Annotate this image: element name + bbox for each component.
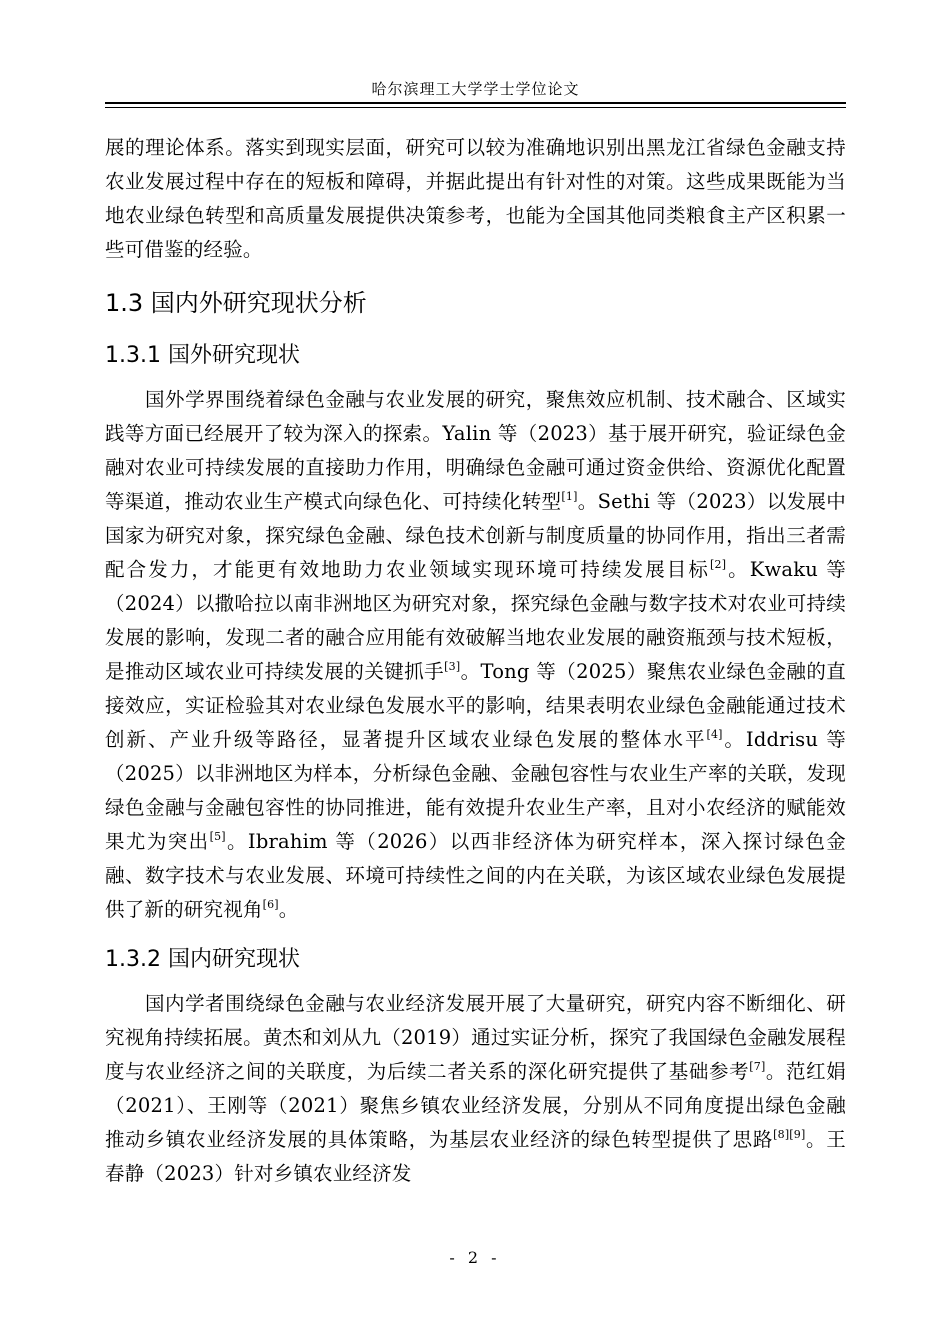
- citation-ref: [8][9]: [773, 1128, 806, 1141]
- paragraph-continued: 展的理论体系。落实到现实层面，研究可以较为准确地识别出黑龙江省绿色金融支持农业发展过程中存在的短板和障碍，并据此提出有针对性的对策。这些成果既能为当地农业绿色转型和高质量发展提供决策参考，也能为全国其他同类粮食主产区积累一些可借鉴的经验。: [105, 136, 846, 261]
- text-run: 。Kwaku 等（2024）以撒哈拉以南非洲地区为研究对象，探究绿色金融与数字技术对农业可持续发展的影响，发现二者的融合应用能有效破解当地农业发展的融资瓶颈与技术短板，是推动区域农业可持续发展的关键抓手: [105, 558, 847, 683]
- citation-ref: [4]: [706, 728, 723, 741]
- text-run: 国外学界围绕着绿色金融与农业发展的研究，聚焦效应机制、技术融合、区域实践等方面已经展开了较为深入的探索。Yalin 等（2023）基于展开研究，验证绿色金融对农业可持续发展的直接助力作用，明确绿色金融可通过资金供给、资源优化配置等渠道，推动农业生产模式向绿色化、可持续化转型: [105, 388, 846, 513]
- text-run: 。: [278, 898, 299, 921]
- subsection-heading-1-3-1: 1.3.1 国外研究现状: [105, 343, 300, 368]
- body-content: [105, 131, 846, 1191]
- citation-ref: [5]: [209, 830, 226, 843]
- text-run: 。Tong 等（2025）聚焦农业绿色金融的直接效应，实证检验其对农业绿色发展水平的影响，结果表明农业绿色金融能通过技术创新、产业升级等路径，显著提升区域农业绿色发展的整体水平: [105, 660, 847, 751]
- header-rule-thin: [105, 107, 846, 108]
- text-run: 。王春静（2023）针对乡镇农业经济发: [105, 1128, 846, 1185]
- text-run: 。Sethi 等（2023）以发展中国家为研究对象，探究绿色金融、绿色技术创新与制度质量的协同作用，指出三者需配合发力，才能更有效地助力农业领域实现环境可持续发展目标: [105, 490, 846, 581]
- text-run: 国内学者围绕绿色金融与农业经济发展开展了大量研究，研究内容不断细化、研究视角持续拓展。黄杰和刘从九（2019）通过实证分析，探究了我国绿色金融发展程度与农业经济之间的关联度，为后续二者关系的深化研究提供了基础参考: [105, 992, 846, 1083]
- citation-ref: [6]: [262, 898, 279, 911]
- subsection-heading-1-3-2: 1.3.2 国内研究现状: [105, 947, 300, 972]
- section-heading-1-3: 1.3 国内外研究现状分析: [105, 289, 367, 317]
- page-number: - 2 -: [449, 1248, 501, 1267]
- text-run: 。范红娟（2021）、王刚等（2021）聚焦乡镇农业经济发展，分别从不同角度提出绿色金融推动乡镇农业经济发展的具体策略，为基层农业经济的绿色转型提供了思路: [105, 1060, 846, 1151]
- citation-ref: [1]: [561, 490, 578, 503]
- citation-ref: [7]: [749, 1060, 766, 1073]
- header-rule-thick: [105, 102, 846, 104]
- citation-ref: [3]: [444, 660, 461, 673]
- citation-ref: [2]: [710, 558, 727, 571]
- running-header: 哈尔滨理工大学学士学位论文: [371, 80, 580, 98]
- paragraph-foreign-research: [105, 383, 846, 927]
- text-run: 。Iddrisu 等（2025）以非洲地区为样本，分析绿色金融、金融包容性与农业生产率的关联，发现绿色金融与金融包容性的协同推进，能有效提升农业生产率，且对小农经济的赋能效果尤为突出: [105, 728, 846, 853]
- text-run: 。Ibrahim 等（2026）以西非经济体为研究样本，深入探讨绿色金融、数字技术与农业发展、环境可持续性之间的内在关联，为该区域农业绿色发展提供了新的研究视角: [105, 830, 846, 921]
- paragraph-domestic-research: [105, 987, 846, 1191]
